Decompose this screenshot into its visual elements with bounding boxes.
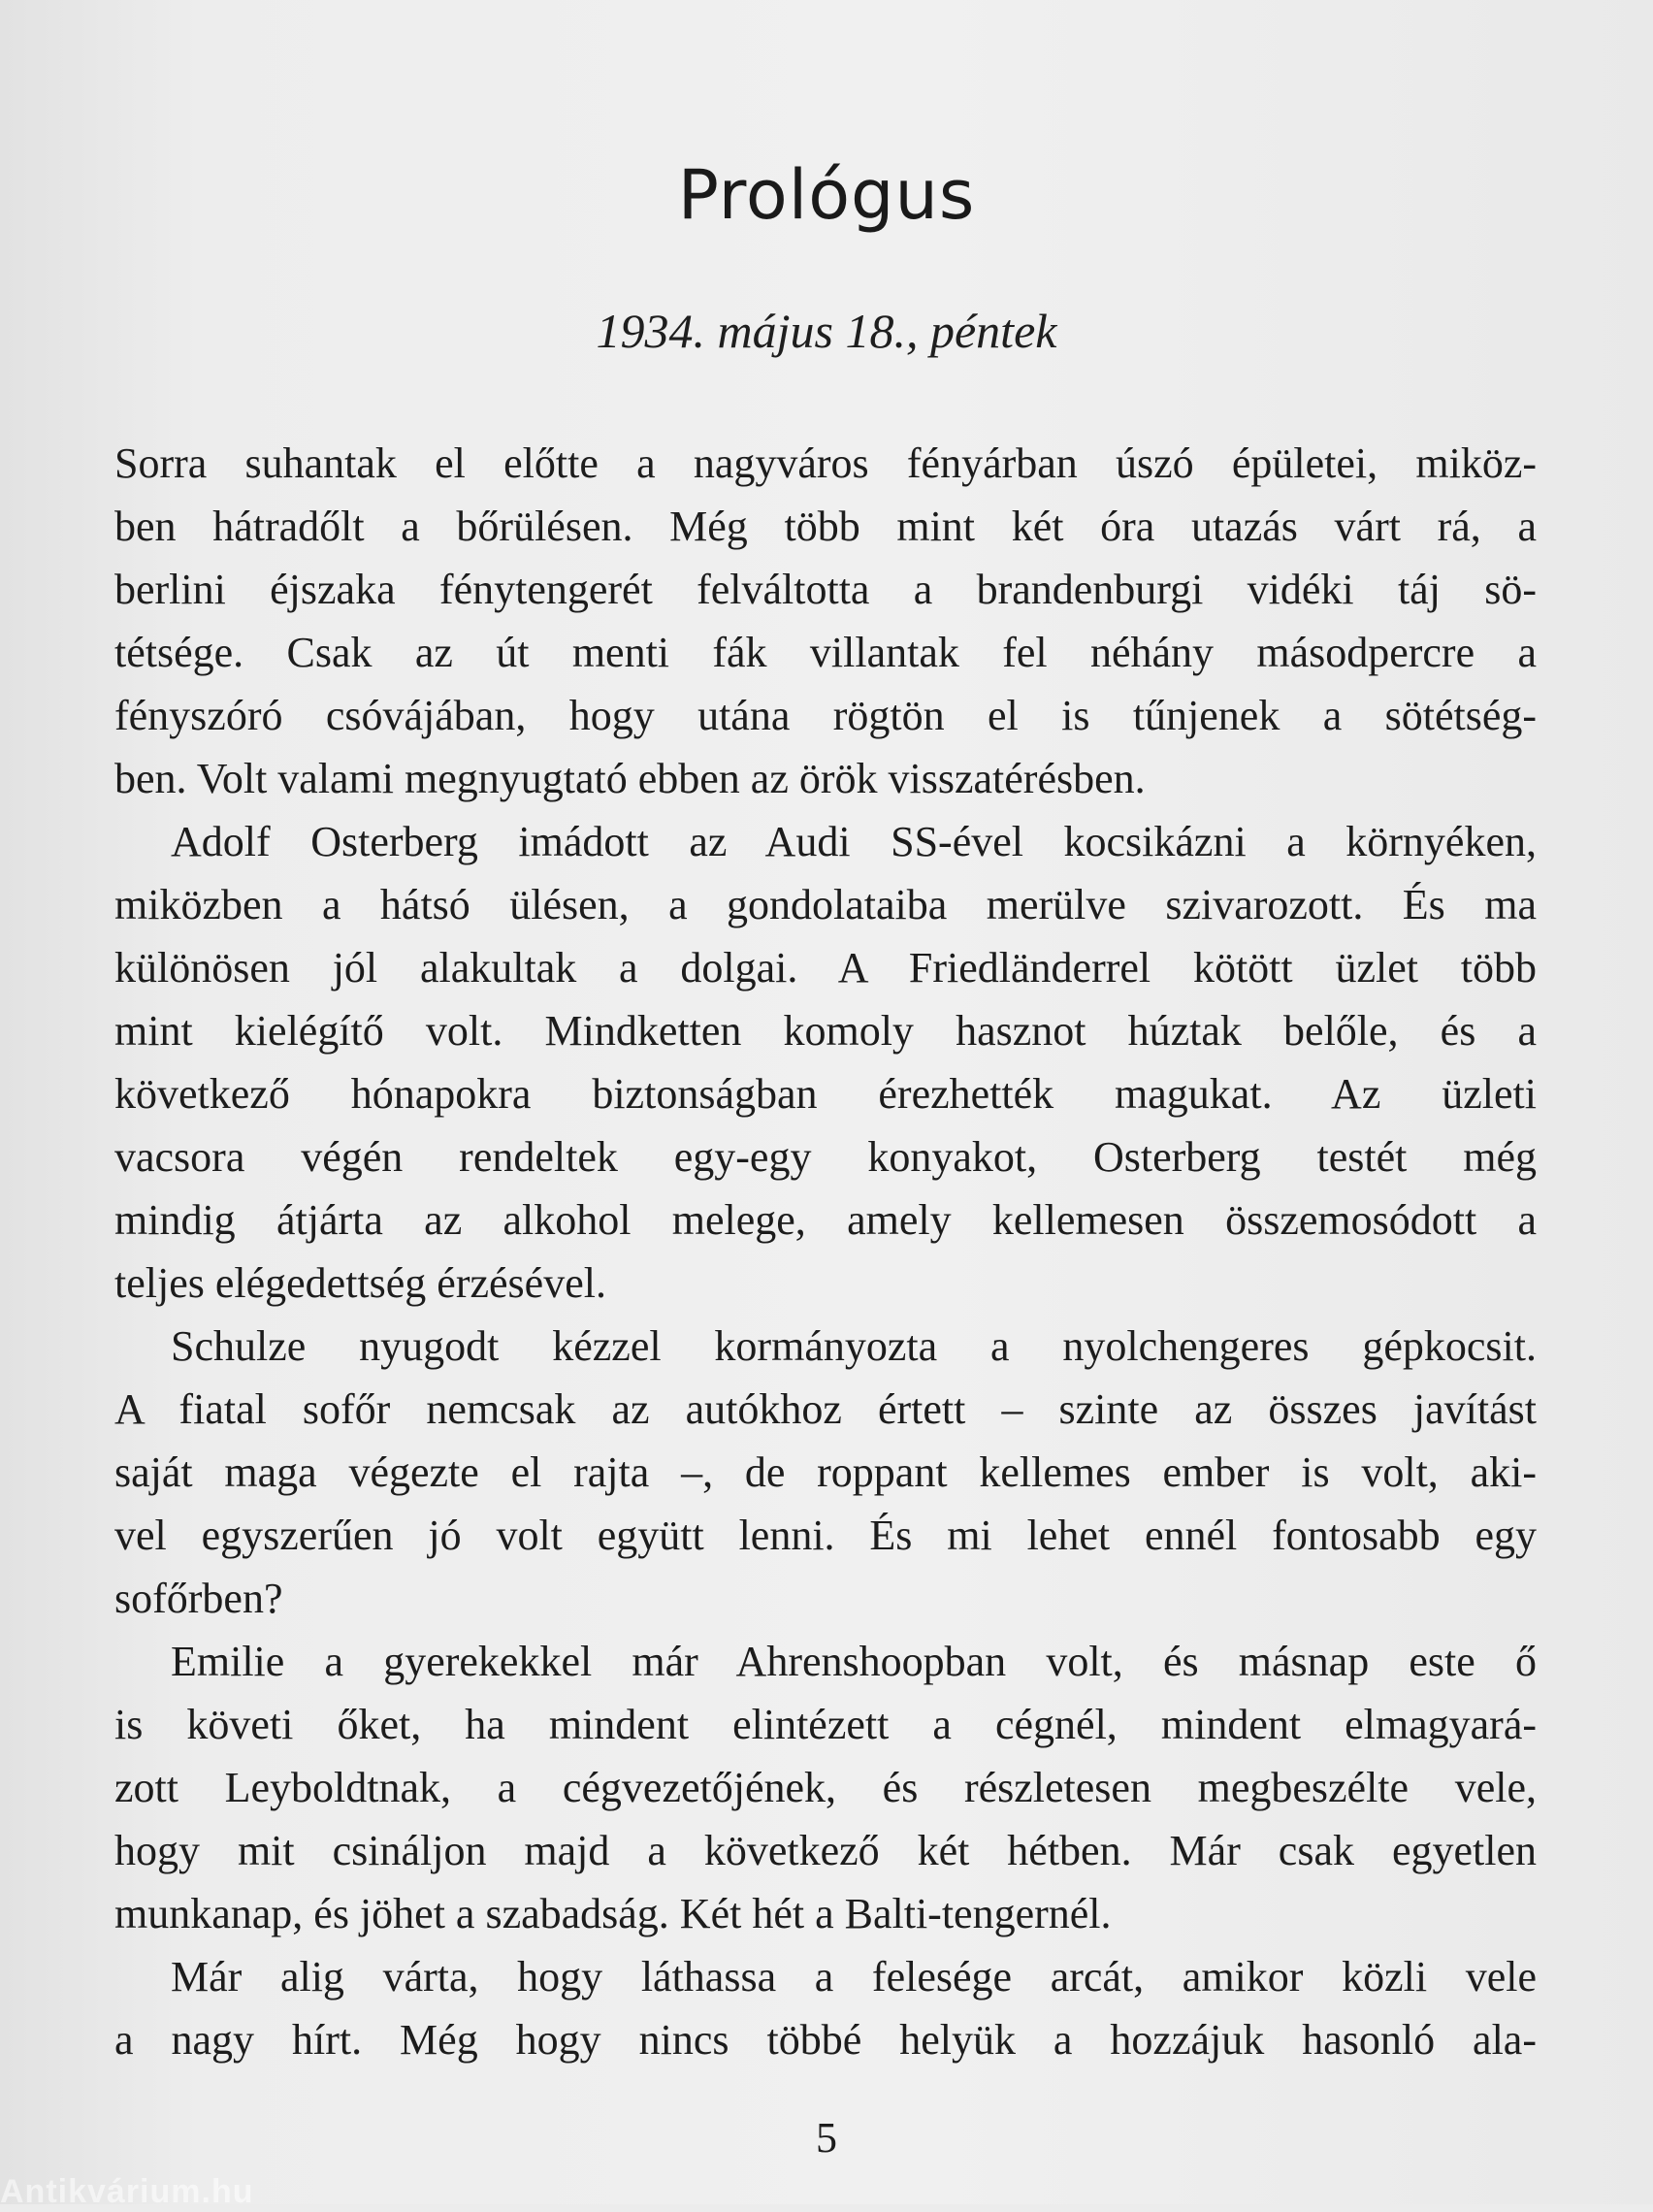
text-line: miközben a hátsó ülésen, a gondolataiba merülve szivarozott. És ma [114,881,1537,928]
text-line: fényszóró csóvájában, hogy utána rögtön el is tűnjenek a sötétség- [114,692,1537,739]
text-line: vacsora végén rendeltek egy-egy konyakot, Osterberg testét még [114,1133,1537,1181]
text-line: vel egyszerűen jó volt együtt lenni. És mi lehet ennél fontosabb egy [114,1512,1537,1559]
text-line: A fiatal sofőr nemcsak az autókhoz értett – szinte az összes javítást [114,1385,1537,1433]
text-line: is követi őket, ha mindent elintézett a cégnél, mindent elmagyará- [114,1701,1537,1748]
text-line: ben. Volt valami megnyugtató ebben az örök visszatérésben. [114,755,1146,802]
text-line: mint kielégítő volt. Mindketten komoly hasznot húztak belőle, és a [114,1007,1537,1055]
chapter-body [114,432,1537,2071]
paragraph [114,432,1537,810]
text-line: Már alig várta, hogy láthassa a felesége arcát, amikor közli vele [171,1953,1537,2001]
text-line: különösen jól alakultak a dolgai. A Friedländerrel kötött üzlet több [114,944,1537,992]
watermark: Antikvárium.hu [0,2173,254,2210]
text-line: ben hátradőlt a bőrülésen. Még több mint két óra utazás várt rá, a [114,503,1537,550]
text-line: mindig átjárta az alkohol melege, amely kellemesen összemosódott a [114,1196,1537,1244]
text-line: teljes elégedettség érzésével. [114,1259,606,1307]
text-line: zott Leyboldtnak, a cégvezetőjének, és részletesen megbeszélte vele, [114,1764,1537,1811]
text-line: Emilie a gyerekekkel már Ahrenshoopban volt, és másnap este ő [171,1638,1537,1685]
text-line: következő hónapokra biztonságban érezhették magukat. Az üzleti [114,1070,1537,1118]
text-line: Schulze nyugodt kézzel kormányozta a nyolchengeres gépkocsit. [171,1322,1537,1370]
paragraph [114,1945,1537,2071]
text-line: saját maga végezte el rajta –, de roppant kellemes ember is volt, aki- [114,1448,1537,1496]
chapter-title: Prológus [677,155,976,235]
paragraph [114,1315,1537,1630]
text-line: a nagy hírt. Még hogy nincs többé helyük a hozzájuk hasonló ala- [114,2016,1537,2064]
page-number: 5 [816,2114,837,2162]
text-line: Adolf Osterberg imádott az Audi SS-ével kocsikázni a környéken, [171,818,1537,865]
text-line: Sorra suhantak el előtte a nagyváros fényárban úszó épületei, miköz- [114,439,1537,487]
text-line: tétsége. Csak az út menti fák villantak fel néhány másodpercre a [114,629,1537,676]
paragraph [114,810,1537,1315]
text-line: sofőrben? [114,1575,283,1622]
paragraph [114,1630,1537,1945]
text-line: hogy mit csináljon majd a következő két hétben. Már csak egyetlen [114,1827,1537,1874]
text-line: berlini éjszaka fénytengerét felváltotta a brandenburgi vidéki táj sö- [114,566,1537,613]
text-line: munkanap, és jöhet a szabadság. Két hét a Balti-tengernél. [114,1890,1112,1937]
chapter-date: 1934. május 18., péntek [596,304,1057,358]
